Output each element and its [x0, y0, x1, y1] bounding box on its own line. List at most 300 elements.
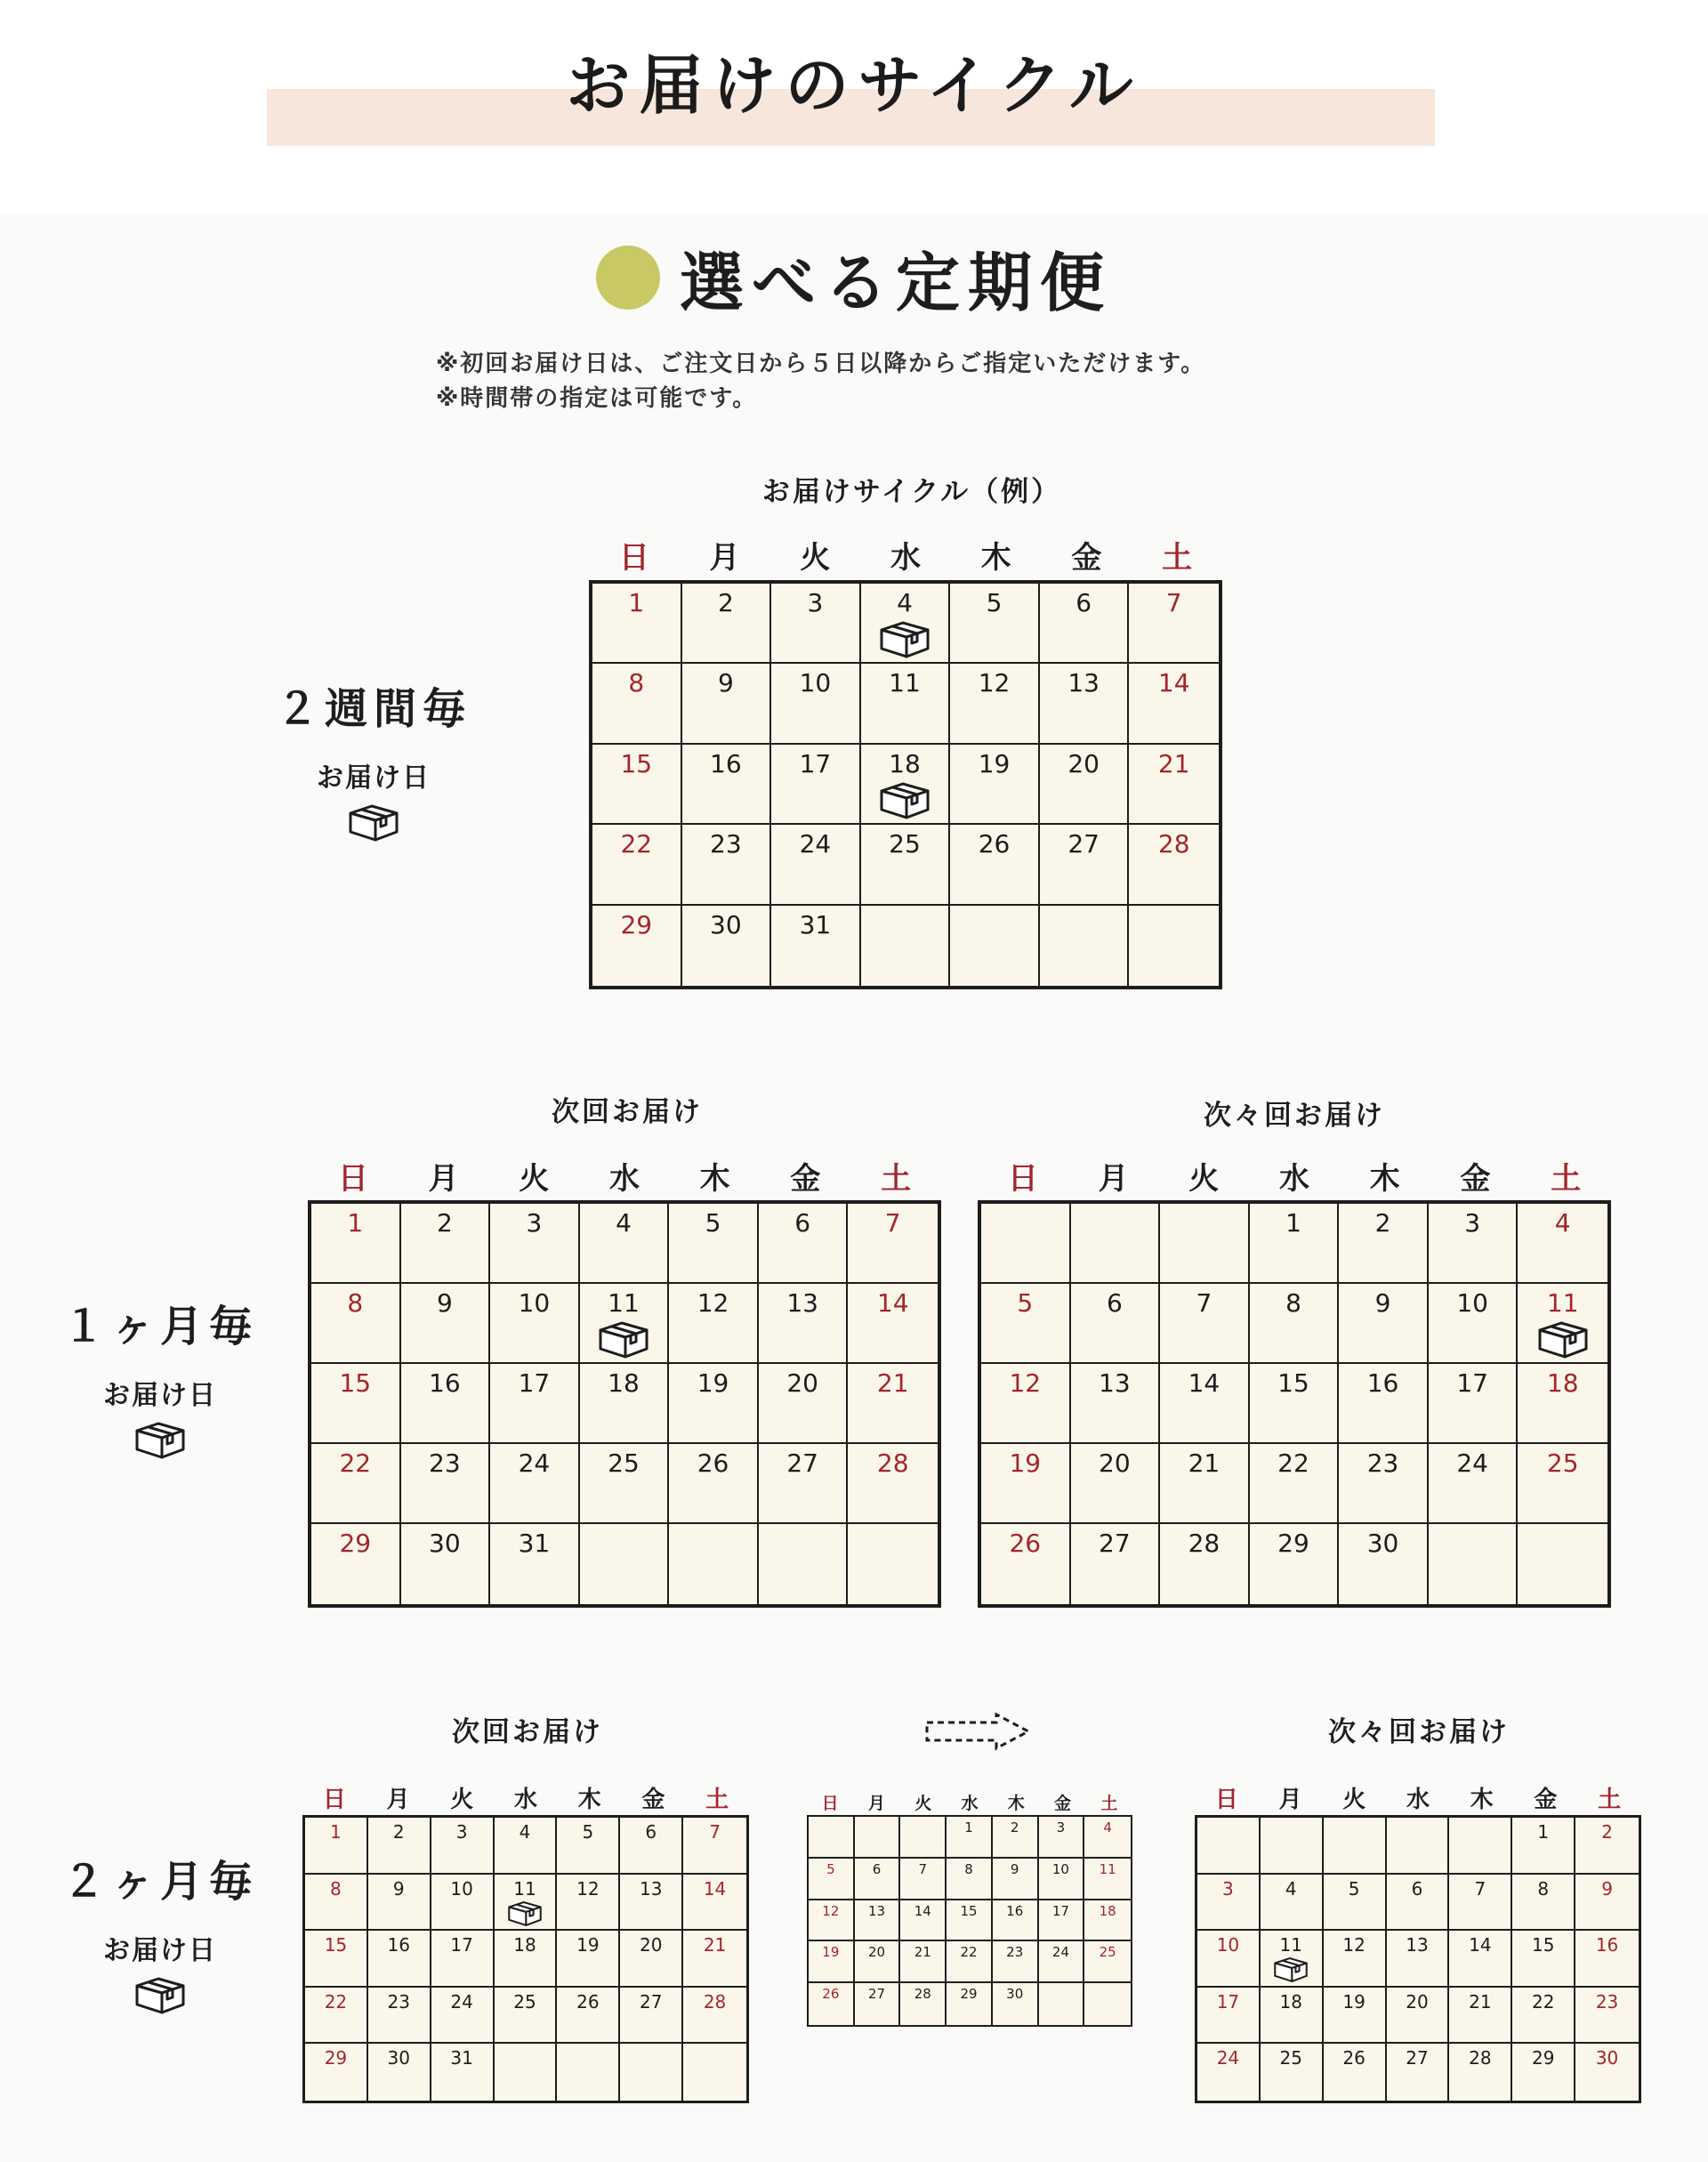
weekday-header: [589, 536, 1222, 580]
day-number: 23: [1366, 1448, 1399, 1478]
day-number: 13: [639, 1877, 663, 1900]
weekday-label: 木: [980, 540, 1011, 576]
day-number: 19: [822, 1944, 840, 1961]
calendar-cell: [900, 1900, 947, 1942]
plan-biweekly-sub: お届け日: [317, 762, 431, 794]
day-number: 22: [324, 1990, 348, 2013]
day-number: 23: [1595, 1990, 1619, 2013]
day-number: 14: [1469, 1934, 1492, 1956]
calendar-cell: [669, 1284, 759, 1364]
weekday-label: 土: [1551, 1161, 1582, 1197]
calendar-cell: [1387, 1818, 1450, 1875]
day-number: 1: [347, 1208, 364, 1238]
note-time-slot: ※時間帯の指定は可能です。: [436, 385, 758, 412]
section-heading: [0, 231, 1708, 324]
calendar-bimonthly-after: [1195, 1785, 1641, 2103]
calendar-cell: [1129, 825, 1219, 905]
calendar-cell: [620, 1931, 683, 1988]
weekday-label: 火: [914, 1794, 932, 1813]
calendar-cell: [580, 1524, 670, 1604]
weekday-header: [978, 1158, 1611, 1200]
day-number: 6: [645, 1821, 657, 1843]
day-number: 7: [1474, 1877, 1486, 1900]
calendar-cell: [1039, 1900, 1085, 1942]
day-number: 5: [1017, 1288, 1034, 1318]
day-number: 6: [1076, 588, 1092, 617]
calendar-cell: [431, 2044, 495, 2101]
calendar-cell: [1197, 1931, 1261, 1988]
calendar-cell: [495, 2044, 558, 2101]
calendar-monthly-after: [978, 1158, 1611, 1608]
calendar-bimonthly-next: [302, 1785, 749, 2103]
calendar-cell: [490, 1524, 580, 1604]
day-number: 3: [1464, 1208, 1481, 1238]
day-number: 21: [1188, 1448, 1221, 1478]
day-number: 5: [705, 1208, 721, 1238]
calendar-cell: [1512, 2044, 1575, 2101]
day-number: 9: [436, 1288, 453, 1318]
day-number: 24: [518, 1448, 551, 1478]
weekday-label: 火: [450, 1787, 474, 1813]
label-bimonthly-after: 次々回お届け: [1328, 1716, 1510, 1748]
calendar-cell: [592, 825, 682, 905]
day-number: 11: [1099, 1860, 1116, 1877]
day-number: 16: [1595, 1934, 1619, 1956]
calendar-cell: [1039, 1983, 1085, 2025]
calendar-cell: [1261, 1818, 1324, 1875]
day-number: 30: [710, 909, 742, 940]
day-number: 24: [1051, 1944, 1069, 1961]
calendar-bimonthly-middle: [807, 1793, 1132, 2027]
weekday-label: 火: [1188, 1161, 1220, 1197]
box-icon: [598, 1320, 649, 1359]
day-number: 3: [526, 1208, 543, 1238]
calendar-cell: [311, 1524, 401, 1604]
weekday-label: 水: [1406, 1787, 1430, 1813]
notes: [436, 347, 1205, 416]
calendar-cell: [1040, 745, 1130, 825]
calendar-cell: [580, 1364, 670, 1444]
section-title: 選べる定期便: [679, 245, 1112, 320]
calendar-cell: [683, 1818, 746, 1875]
day-number: 29: [339, 1529, 372, 1558]
calendar-cell: [809, 1941, 855, 1983]
calendar-cell: [1040, 825, 1130, 905]
day-number: 12: [697, 1288, 729, 1318]
weekday-label: 土: [1100, 1794, 1118, 1813]
calendar-cell: [861, 906, 951, 986]
day-number: 6: [872, 1860, 882, 1877]
day-number: 20: [868, 1944, 886, 1961]
day-number: 27: [1406, 2047, 1429, 2069]
day-number: 19: [1009, 1448, 1042, 1478]
weekday-label: 月: [386, 1787, 410, 1813]
calendar-cell: [495, 1931, 558, 1988]
day-number: 6: [794, 1208, 811, 1238]
day-number: 12: [822, 1902, 840, 1919]
calendar-cell: [495, 1818, 558, 1875]
day-number: 26: [822, 1986, 840, 2003]
calendar-cell: [1129, 584, 1219, 664]
day-number: 10: [1216, 1934, 1240, 1956]
calendar-grid: [1195, 1815, 1641, 2103]
weekday-label: 木: [699, 1161, 730, 1197]
day-number: 14: [876, 1288, 909, 1318]
calendar-cell: [682, 584, 772, 664]
calendar-cell: [1039, 1817, 1085, 1859]
day-number: 10: [799, 668, 832, 698]
day-number: 4: [519, 1821, 531, 1843]
weekday-label: 土: [705, 1787, 729, 1813]
calendar-cell: [848, 1204, 938, 1284]
calendar-cell: [771, 584, 861, 664]
day-number: 13: [1099, 1368, 1131, 1398]
calendar-cell: [1160, 1204, 1250, 1284]
day-number: 28: [876, 1448, 909, 1478]
label-example: お届けサイクル（例）: [761, 476, 1062, 508]
calendar-cell: [683, 1988, 746, 2045]
calendar-cell: [1518, 1204, 1607, 1284]
calendar-cell: [592, 906, 682, 986]
calendar-cell: [1449, 1988, 1512, 2045]
calendar-cell: [809, 1900, 855, 1942]
calendar-cell: [950, 664, 1040, 744]
calendar-cell: [592, 745, 682, 825]
day-number: 21: [1469, 1990, 1492, 2013]
day-number: 21: [914, 1944, 931, 1961]
calendar-cell: [1449, 1875, 1512, 1932]
calendar-cell: [683, 2044, 746, 2101]
plan-biweekly-name: ２週間毎: [275, 684, 471, 734]
day-number: 15: [1277, 1368, 1309, 1398]
box-icon: [1273, 1956, 1309, 1983]
weekday-label: 日: [337, 1161, 368, 1197]
circle-icon: [596, 246, 660, 310]
calendar-cell: [759, 1444, 849, 1524]
calendar-cell: [305, 1875, 368, 1932]
day-number: 31: [518, 1529, 551, 1558]
calendar-cell: [683, 1931, 746, 1988]
calendar-cell: [1160, 1444, 1250, 1524]
calendar-cell: [669, 1524, 759, 1604]
calendar-cell: [401, 1284, 491, 1364]
day-number: 6: [1106, 1288, 1123, 1318]
day-number: 8: [964, 1860, 973, 1877]
day-number: 29: [1531, 2047, 1555, 2069]
calendar-cell: [947, 1817, 993, 1859]
calendar-cell: [1250, 1444, 1340, 1524]
day-number: 9: [1374, 1288, 1391, 1318]
weekday-label: 木: [577, 1787, 601, 1813]
calendar-grid: [308, 1200, 941, 1608]
calendar-cell: [401, 1524, 491, 1604]
calendar-cell: [401, 1444, 491, 1524]
day-number: 3: [1222, 1877, 1234, 1900]
calendar-cell: [1512, 1818, 1575, 1875]
day-number: 28: [703, 1990, 727, 2013]
calendar-cell: [305, 1931, 368, 1988]
day-number: 1: [964, 1819, 973, 1835]
day-number: 16: [710, 748, 742, 778]
calendar-cell: [1449, 2044, 1512, 2101]
day-number: 26: [1342, 2047, 1366, 2069]
calendar-cell: [1518, 1284, 1607, 1364]
calendar-cell: [759, 1284, 849, 1364]
day-number: 30: [1366, 1529, 1399, 1558]
day-number: 14: [703, 1877, 727, 1900]
day-number: 27: [1068, 829, 1100, 859]
calendar-cell: [981, 1364, 1071, 1444]
day-number: 31: [799, 909, 832, 940]
day-number: 27: [1099, 1529, 1131, 1558]
calendar-cell: [311, 1444, 401, 1524]
day-number: 28: [1157, 829, 1190, 859]
day-number: 20: [786, 1368, 818, 1398]
calendar-monthly-next: [308, 1158, 941, 1608]
calendar-cell: [1387, 1988, 1450, 2045]
weekday-label: 水: [1278, 1161, 1309, 1197]
day-number: 13: [868, 1902, 886, 1919]
calendar-cell: [1250, 1204, 1340, 1284]
weekday-header: [302, 1785, 749, 1815]
day-number: 28: [914, 1986, 931, 2003]
calendar-grid: [807, 1815, 1132, 2027]
calendar-cell: [682, 906, 772, 986]
calendar-cell: [669, 1204, 759, 1284]
weekday-label: 金: [1534, 1787, 1558, 1813]
calendar-cell: [1429, 1364, 1519, 1444]
day-number: 5: [1348, 1877, 1360, 1900]
day-number: 18: [1099, 1902, 1116, 1919]
calendar-cell: [900, 1859, 947, 1900]
dashed-arrow-icon: [923, 1712, 1034, 1751]
calendar-cell: [759, 1204, 849, 1284]
day-number: 12: [978, 668, 1011, 698]
calendar-cell: [495, 1875, 558, 1932]
day-number: 3: [455, 1821, 468, 1843]
day-number: 2: [1601, 1821, 1613, 1843]
calendar-cell: [592, 664, 682, 744]
weekday-header: [807, 1793, 1132, 1815]
day-number: 29: [960, 1986, 978, 2003]
calendar-cell: [947, 1983, 993, 2025]
calendar-cell: [993, 1859, 1039, 1900]
calendar-cell: [620, 1988, 683, 2045]
calendar-cell: [1250, 1524, 1340, 1604]
day-number: 13: [1406, 1934, 1429, 1956]
day-number: 1: [330, 1821, 342, 1843]
calendar-cell: [993, 1983, 1039, 2025]
calendar-cell: [1518, 1364, 1607, 1444]
day-number: 14: [1188, 1368, 1221, 1398]
day-number: 4: [1103, 1819, 1112, 1835]
calendar-cell: [1387, 1875, 1450, 1932]
calendar-cell: [809, 1859, 855, 1900]
day-number: 20: [1068, 748, 1100, 778]
calendar-cell: [848, 1284, 938, 1364]
calendar-cell: [981, 1284, 1071, 1364]
calendar-cell: [1084, 1817, 1131, 1859]
calendar-cell: [771, 745, 861, 825]
calendar-cell: [809, 1817, 855, 1859]
day-number: 13: [786, 1288, 818, 1318]
calendar-cell: [682, 745, 772, 825]
calendar-cell: [1261, 2044, 1324, 2101]
day-number: 22: [339, 1448, 372, 1478]
weekday-label: 金: [1460, 1161, 1491, 1197]
day-number: 17: [799, 748, 832, 778]
day-number: 4: [1554, 1208, 1571, 1238]
calendar-cell: [305, 1988, 368, 2045]
calendar-cell: [1129, 745, 1219, 825]
calendar-cell: [490, 1284, 580, 1364]
calendar-cell: [580, 1284, 670, 1364]
day-number: 2: [717, 588, 734, 617]
day-number: 26: [1009, 1529, 1042, 1558]
day-number: 7: [1196, 1288, 1213, 1318]
day-number: 13: [1068, 668, 1100, 698]
calendar-cell: [1160, 1284, 1250, 1364]
weekday-label: 日: [1007, 1161, 1038, 1197]
day-number: 9: [1010, 1860, 1019, 1877]
day-number: 25: [889, 829, 921, 859]
day-number: 28: [1188, 1529, 1221, 1558]
day-number: 8: [1537, 1877, 1550, 1900]
calendar-cell: [1197, 2044, 1261, 2101]
calendar-cell: [490, 1204, 580, 1284]
day-number: 18: [1279, 1990, 1302, 2013]
day-number: 2: [392, 1821, 405, 1843]
day-number: 3: [807, 588, 824, 617]
calendar-cell: [1324, 1988, 1387, 2045]
weekday-label: 木: [1007, 1794, 1025, 1813]
calendar-cell: [1575, 1875, 1639, 1932]
note-first-delivery: ※初回お届け日は、ご注文日から５日以降からご指定いただけます。: [436, 351, 1206, 377]
calendar-cell: [759, 1524, 849, 1604]
calendar-cell: [861, 584, 951, 664]
day-number: 11: [889, 668, 921, 698]
calendar-cell: [981, 1204, 1071, 1284]
calendar-cell: [1250, 1364, 1340, 1444]
calendar-cell: [495, 1988, 558, 2045]
day-number: 27: [868, 1986, 886, 2003]
calendar-cell: [557, 1875, 620, 1932]
box-icon: [134, 1421, 186, 1460]
weekday-label: 土: [1598, 1787, 1622, 1813]
day-number: 8: [1285, 1288, 1301, 1318]
day-number: 22: [620, 829, 653, 859]
calendar-cell: [1039, 1941, 1085, 1983]
calendar-biweekly: [589, 536, 1222, 989]
calendar-cell: [855, 1941, 901, 1983]
calendar-cell: [981, 1444, 1071, 1524]
calendar-cell: [620, 1875, 683, 1932]
day-number: 1: [1537, 1821, 1550, 1843]
calendar-cell: [401, 1204, 491, 1284]
calendar-cell: [809, 1983, 855, 2025]
calendar-cell: [861, 745, 951, 825]
day-number: 24: [1456, 1448, 1488, 1478]
day-number: 30: [1006, 1986, 1024, 2003]
weekday-label: 火: [1342, 1787, 1366, 1813]
day-number: 25: [1099, 1944, 1116, 1961]
box-icon: [879, 620, 931, 659]
calendar-cell: [1387, 1931, 1450, 1988]
calendar-cell: [771, 906, 861, 986]
calendar-cell: [1339, 1524, 1429, 1604]
calendar-cell: [981, 1524, 1071, 1604]
calendar-cell: [1339, 1204, 1429, 1284]
calendar-cell: [401, 1364, 491, 1444]
weekday-label: 木: [1369, 1161, 1400, 1197]
day-number: 5: [986, 588, 1003, 617]
calendar-cell: [682, 825, 772, 905]
calendar-cell: [900, 1983, 947, 2025]
day-number: 11: [513, 1877, 536, 1900]
day-number: 29: [1277, 1529, 1309, 1558]
day-number: 8: [347, 1288, 364, 1318]
day-number: 7: [884, 1208, 901, 1238]
day-number: 18: [1546, 1368, 1579, 1398]
calendar-cell: [305, 1818, 368, 1875]
day-number: 10: [1051, 1860, 1069, 1877]
calendar-cell: [848, 1524, 938, 1604]
calendar-cell: [950, 825, 1040, 905]
calendar-cell: [1575, 2044, 1639, 2101]
day-number: 25: [1279, 2047, 1302, 2069]
box-icon: [879, 781, 931, 820]
calendar-cell: [950, 906, 1040, 986]
calendar-cell: [1512, 1988, 1575, 2045]
calendar-cell: [669, 1444, 759, 1524]
calendar-cell: [1197, 1875, 1261, 1932]
calendar-cell: [1339, 1364, 1429, 1444]
day-number: 28: [1469, 2047, 1492, 2069]
weekday-label: 日: [322, 1787, 346, 1813]
calendar-cell: [1324, 1875, 1387, 1932]
calendar-cell: [1449, 1931, 1512, 1988]
weekday-label: 水: [961, 1794, 979, 1813]
weekday-label: 水: [608, 1161, 640, 1197]
calendar-cell: [1084, 1983, 1131, 2025]
day-number: 6: [1411, 1877, 1423, 1900]
calendar-cell: [1071, 1364, 1161, 1444]
day-number: 16: [1366, 1368, 1399, 1398]
weekday-label: 火: [800, 540, 831, 576]
calendar-cell: [947, 1859, 993, 1900]
calendar-cell: [1575, 1988, 1639, 2045]
calendar-grid: [978, 1200, 1611, 1608]
day-number: 23: [429, 1448, 461, 1478]
weekday-label: 月: [428, 1161, 459, 1197]
calendar-cell: [993, 1900, 1039, 1942]
calendar-cell: [759, 1364, 849, 1444]
page-title: お届けのサイクル: [566, 47, 1142, 123]
day-number: 25: [513, 1990, 536, 2013]
calendar-cell: [620, 1818, 683, 1875]
day-number: 24: [1216, 2047, 1240, 2069]
calendar-cell: [1324, 1931, 1387, 1988]
calendar-cell: [1197, 1988, 1261, 2045]
calendar-cell: [557, 1931, 620, 1988]
calendar-cell: [368, 1875, 431, 1932]
day-number: 21: [876, 1368, 909, 1398]
calendar-cell: [1129, 906, 1219, 986]
calendar-cell: [1040, 664, 1130, 744]
day-number: 8: [628, 668, 645, 698]
day-number: 23: [387, 1990, 410, 2013]
weekday-header: [1195, 1785, 1641, 1815]
